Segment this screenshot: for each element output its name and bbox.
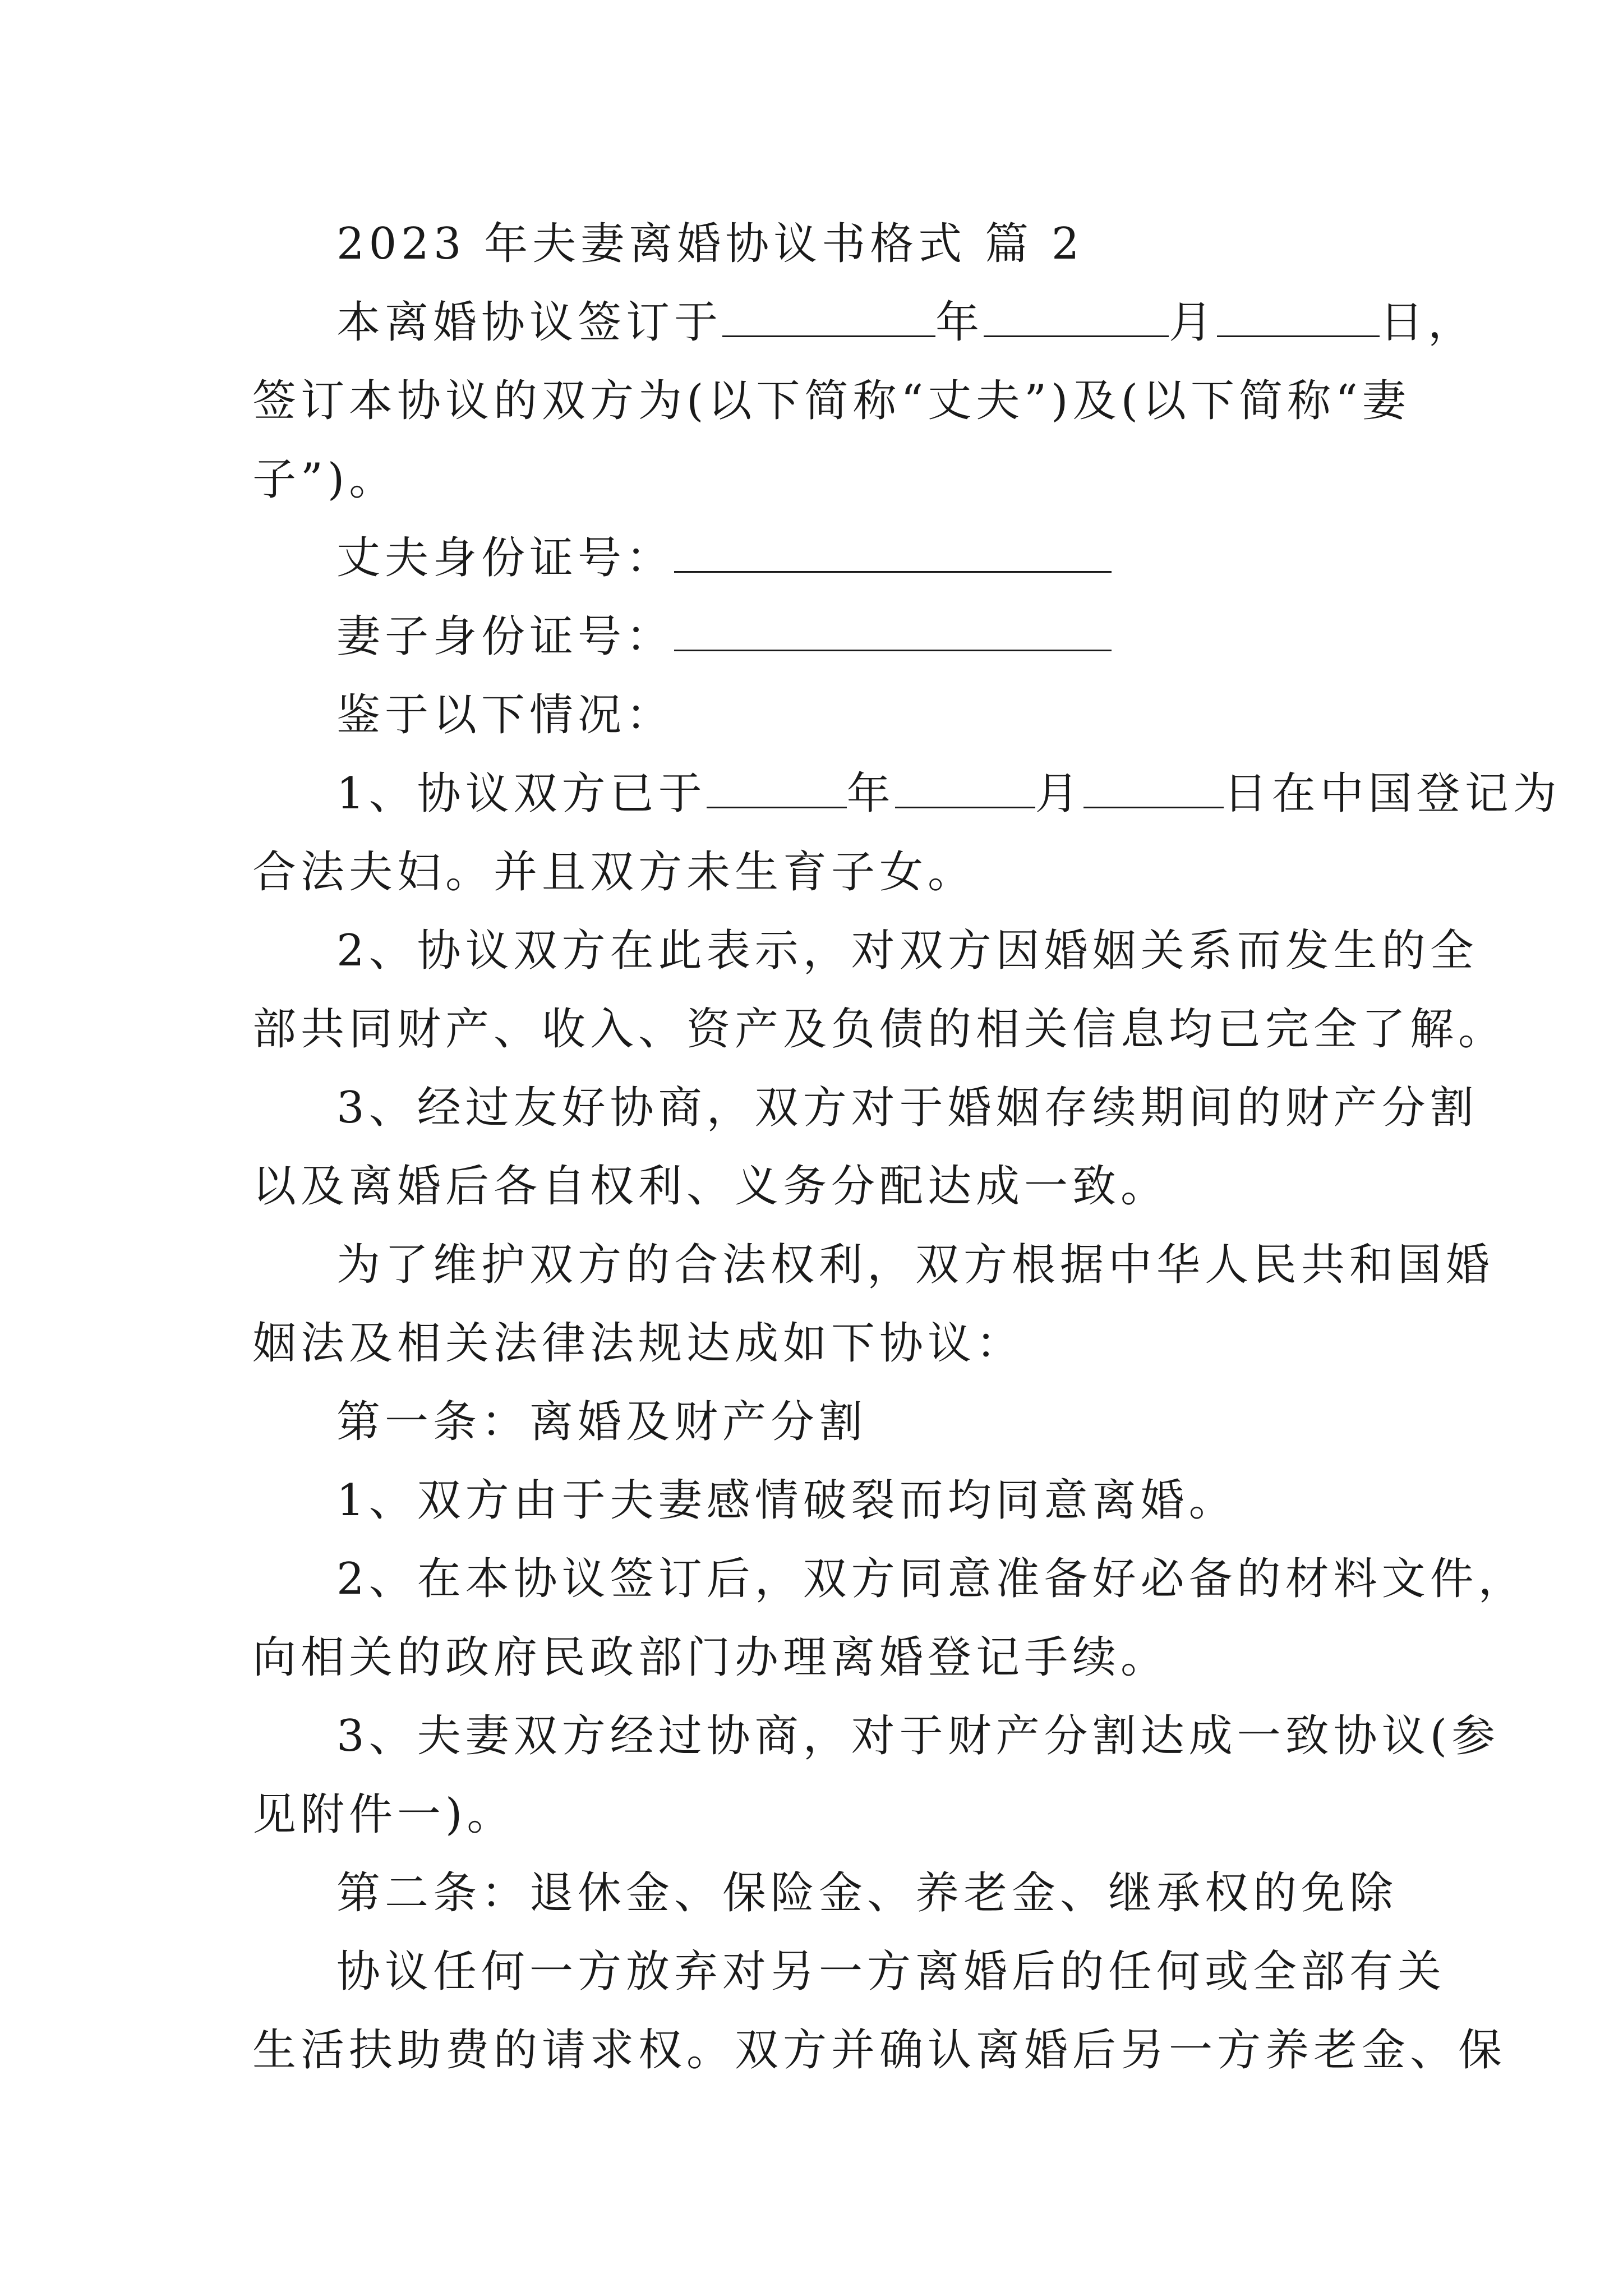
- item3-line-1: 3、经过友好协商，双方对于婚姻存续期间的财产分割: [336, 1083, 1478, 1133]
- article2-line-1: 协议任何一方放弃对另一方离婚后的任何或全部有关: [336, 1947, 1446, 1997]
- article2-heading: 第二条：退休金、保险金、养老金、继承权的免除: [336, 1868, 1398, 1918]
- husband-id-label: 丈夫身份证号：: [336, 533, 675, 583]
- marriage-month-blank[interactable]: [895, 767, 1035, 808]
- item1-year-label: 年: [846, 769, 895, 819]
- wife-id-label: 妻子身份证号：: [336, 611, 675, 662]
- intro-line-3: 子”)。: [252, 454, 398, 505]
- item1-month-label: 月: [1035, 769, 1083, 819]
- article1-clause3-line-1: 3、夫妻双方经过协商，对于财产分割达成一致协议(参: [336, 1711, 1500, 1761]
- item2-line-1: 2、协议双方在此表示，对双方因婚姻关系而发生的全: [336, 926, 1478, 976]
- article1-clause1: 1、双方由于夫妻感情破裂而均同意离婚。: [336, 1475, 1237, 1526]
- whereas-heading: 鉴于以下情况：: [336, 690, 675, 740]
- marriage-day-blank[interactable]: [1083, 767, 1224, 808]
- husband-id-line: [336, 519, 1402, 597]
- purpose-line-1: 为了维护双方的合法权利，双方根据中华人民共和国婚: [336, 1240, 1495, 1290]
- item1-line-1: [336, 754, 1561, 833]
- article2-line-2: 生活扶助费的请求权。双方并确认离婚后另一方养老金、保: [252, 2025, 1507, 2076]
- wife-id-line: [336, 597, 1402, 676]
- husband-id-blank[interactable]: [674, 532, 1112, 573]
- intro-day-label: 日，: [1380, 297, 1477, 348]
- day-blank[interactable]: [1217, 296, 1380, 337]
- item1-prefix: 1、协议双方已于: [336, 769, 707, 819]
- item3-line-2: 以及离婚后各自权利、义务分配达成一致。: [252, 1161, 1169, 1212]
- purpose-line-2: 姻法及相关法律法规达成如下协议：: [252, 1318, 1025, 1369]
- article1-clause3-line-2: 见附件一)。: [252, 1789, 515, 1840]
- intro-month-label: 月: [1169, 297, 1218, 348]
- marriage-year-blank[interactable]: [707, 767, 847, 808]
- article1-heading: 第一条：离婚及财产分割: [336, 1397, 868, 1447]
- year-blank[interactable]: [722, 296, 935, 337]
- intro-line-2: 签订本协议的双方为(以下简称“丈夫”)及(以下简称“妻: [252, 376, 1410, 426]
- item2-line-2: 部共同财产、收入、资产及负债的相关信息均已完全了解。: [252, 1004, 1507, 1055]
- intro-year-label: 年: [935, 297, 984, 348]
- article1-clause2-line-1: 2、在本协议签订后，双方同意准备好必备的材料文件，: [336, 1554, 1527, 1604]
- intro-prefix: 本离婚协议签订于: [336, 297, 723, 348]
- intro-line-1: [336, 283, 1477, 362]
- item1-line-2: 合法夫妇。并且双方未生育子女。: [252, 847, 976, 898]
- article1-clause2-line-2: 向相关的政府民政部门办理离婚登记手续。: [252, 1632, 1169, 1683]
- month-blank[interactable]: [984, 296, 1169, 337]
- item1-suffix: 日在中国登记为: [1223, 769, 1561, 819]
- wife-id-blank[interactable]: [674, 610, 1112, 651]
- document-title: 2023 年夫妻离婚协议书格式 篇 2: [336, 219, 1084, 269]
